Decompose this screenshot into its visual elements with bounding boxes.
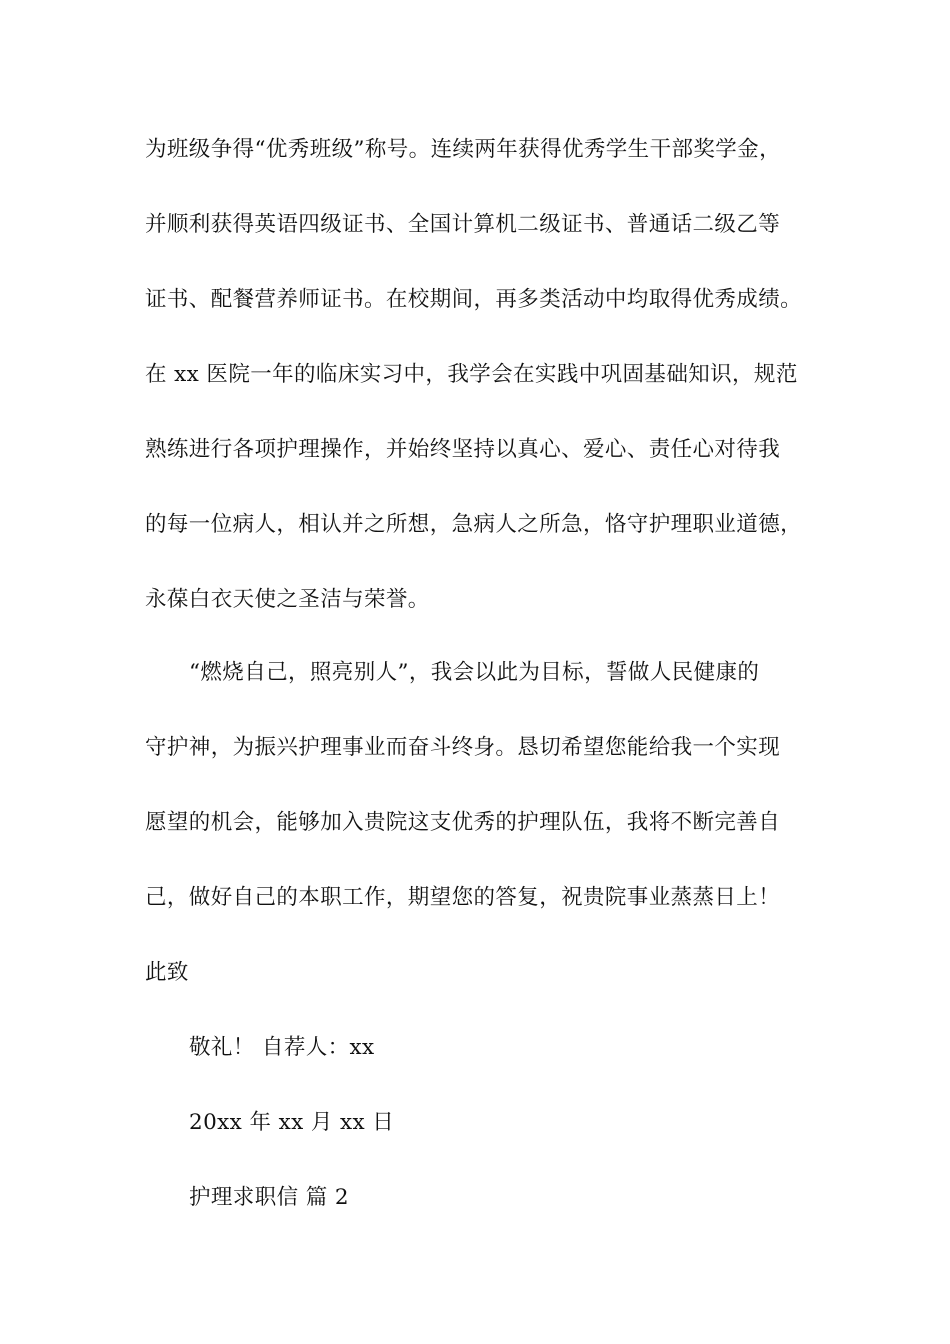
closing-cizhi: 此致 [145, 960, 189, 985]
section-heading-part-2: 护理求职信 篇 2 [189, 1185, 349, 1210]
body-line-2: 并顺利获得英语四级证书、全国计算机二级证书、普通话二级乙等 [145, 212, 781, 237]
body-line-1: 为班级争得“优秀班级”称号。连续两年获得优秀学生干部奖学金， [145, 137, 781, 162]
body-line-5: 熟练进行各项护理操作，并始终坚持以真心、爱心、责任心对待我 [145, 437, 781, 462]
closing-jingli-signature: 敬礼！ 自荐人：xx [189, 1035, 375, 1060]
body-line-7: 永葆白衣天使之圣洁与荣誉。 [145, 587, 430, 612]
date-line: 20xx 年 xx 月 xx 日 [189, 1110, 395, 1135]
paragraph-2-line-1: “燃烧自己，照亮别人”，我会以此为目标，誓做人民健康的 [189, 660, 760, 685]
body-line-6: 的每一位病人，相认并之所想，急病人之所急，恪守护理职业道德， [145, 512, 803, 537]
body-line-3: 证书、配餐营养师证书。在校期间，再多类活动中均取得优秀成绩。 [145, 287, 803, 312]
paragraph-2-line-4: 己，做好自己的本职工作，期望您的答复，祝贵院事业蒸蒸日上！ [145, 885, 781, 910]
paragraph-2-line-3: 愿望的机会，能够加入贵院这支优秀的护理队伍，我将不断完善自 [145, 810, 781, 835]
body-line-4: 在 xx 医院一年的临床实习中，我学会在实践中巩固基础知识，规范 [145, 362, 798, 387]
paragraph-2-line-2: 守护神，为振兴护理事业而奋斗终身。恳切希望您能给我一个实现 [145, 735, 781, 760]
